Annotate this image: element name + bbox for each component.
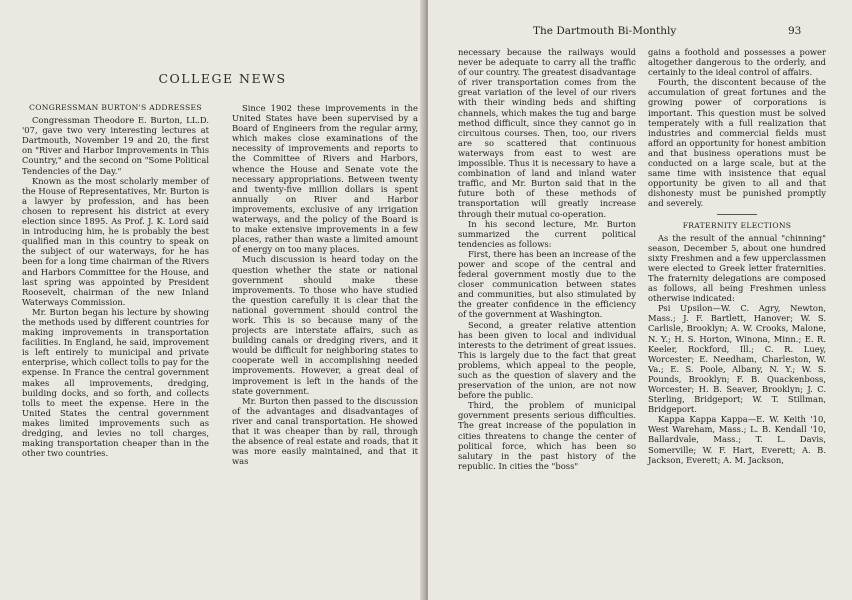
column-1 [22, 103, 209, 458]
page-number: 93 [788, 25, 802, 37]
paragraph: Since 1902 these improvements in the United States have been supervised by a Board of Engineers from the regular army, which makes close examinations of the necessity of improvements and reports to the Committee of Rivers and Harbors, whence the House and Senate vote the necessary appropriations. Between twenty and twenty-five million dollars is spent annually on River and Harbor improvements, exclusive of any irrigation waterways, and the policy of the Board is to make extensive improvements in a few places, rather than waste a limited amount of energy on too many places. [232, 103, 418, 255]
paragraph: Mr. Burton then passed to the discussion of the advantages and disadvantages of river and canal transportation. He showed that it was cheaper than by rail, through the absence of real estate and roads, that it was more easily maintained, and that it was [232, 395, 418, 467]
section-divider [717, 214, 757, 215]
paragraph: Much discussion is heard today on the question whether the state or national government should make these improvements. To those who have studied the question carefully it is clear that the national government should control the work. This is so because many of the projects are interstate affairs, such as building canals or dredging rivers, and it would be difficult for neighboring states to cooperate well in accomplishing needed improvements. However, a great deal of improvement is left in the hands of the state government. [232, 254, 418, 396]
section-heading-burton: CONGRESSMAN BURTON'S ADDRESSES [29, 103, 202, 112]
paragraph: First, there has been an increase of the power and scope of the central and federal government mostly due to the closer communication between states and communities, but also stimulated by the greater confidence in the efficiency of the government at Washington. [458, 248, 636, 320]
paragraph: gains a foothold and possesses a power altogether dangerous to the orderly, and certainly to the ideal control of affairs. [648, 47, 826, 78]
paragraph: necessary because the railways would never be adequate to carry all the traffic of our country. The greatest disadvantage of river transportation comes from the great variation of the level of our rivers with their winding beds and shifting channels, which makes the tug and barge method difficult, since they cannot go in circuitous courses. Then, too, our rivers are so scattered that continuous waterways from east to west are impossible. Thus it is necessary to have a combination of land and inland water traffic, and Mr. Burton said that in the future both of these methods of transportation will greatly increase through their mutual co-operation. [458, 47, 636, 219]
paragraph: Psi Upsilon—W. C. Agry, Newton, Mass.; J. F. Bartlett, Hanover; W. S. Carlisle, Brooklyn; A. W. Crooks, Malone, N. Y.; H. S. Horton, Winona, Minn.; E. R. Keeler, Rockford, Ill.; C. R. Luey, Worcester; E. Needham, Charleston, W. Va.; E. S. Poole, Albany, N. Y.; W. S. Pounds, Brooklyn; F. B. Quackenboss, Worcester; H. B. Seaver, Brooklyn; J. C. Sterling, Bridgeport; W. T. Stillman, Bridgeport. [648, 303, 826, 415]
column-2 [232, 103, 418, 466]
column-3 [458, 47, 636, 471]
running-header-title: The Dartmouth Bi-Monthly [533, 25, 677, 37]
paragraph: Second, a greater relative attention has been given to local and individual interests to the detriment of great issues. This is largely due to the fact that great problems, which appeal to the people, such as the question of slavery and the preservation of the union, are not now before the public. [458, 319, 636, 401]
paragraph: Kappa Kappa Kappa—E. W. Keith '10, West Wareham, Mass.; L. B. Kendall '10, Ballardvale, Mass.; T. L. Davis, Somerville; W. F. Hart, Everett; A. B. Jackson, Everett; A. M. Jackson, [648, 414, 826, 465]
paragraph: Mr. Burton began his lecture by showing the methods used by different countries for making improvements in transportation facilities. In England, he said, improvement is left entirely to municipal and private enterprise, which collect tolls to pay for the expense. In France the central government makes all improvements, dredging, building docks, and so forth, and collects tolls to meet the expense. Here in the United States the central government makes limited improvements such as dredging, and levies no toll charges, making transportation cheaper than in the other two countries. [22, 306, 209, 459]
page-heading: COLLEGE NEWS [158, 71, 287, 86]
paragraph: As the result of the annual "chinning" season, December 5, about one hundred sixty Freshmen and a few upperclassmen were elected to Greek letter fraternities. The fraternity delegations are composed as follows, all being Freshmen unless otherwise indicated: [648, 232, 826, 304]
paragraph: In his second lecture, Mr. Burton summarized the current political tendencies as follows: [458, 218, 636, 249]
paragraph: Congressman Theodore E. Burton, LL.D. '07, gave two very interesting lectures at Dartmouth, November 19 and 20, the first on "River and Harbor Improvements in This Country," and the second on "Some Political Tendencies of the Day." [22, 115, 209, 176]
left-page [0, 0, 424, 600]
section-heading-fraternity: FRATERNITY ELECTIONS [682, 220, 792, 230]
paragraph: Fourth, the discontent because of the accumulation of great fortunes and the growing power of corporations is important. This question must be solved temperately with a full realization that industries and commercial fields must afford an opportunity for honest ambition and that business operations must be conducted on a large scale, but at the same time with insistence that equal opportunity be given to all and that dishonesty must be punished promptly and severely. [648, 77, 826, 209]
column-4 [648, 47, 826, 465]
paragraph: Known as the most scholarly member of the House of Representatives, Mr. Burton is a lawyer by profession, and has been chosen to represent his district at every election since 1895. As Prof. J. K. Lord said in introducing him, he is probably the best qualified man in this country to speak on the subject of our waterways, for he has been for a long time chairman of the Rivers and Harbors Committee for the House, and last spring was appointed by President Roosevelt, chairman of the new Inland Waterways Commission. [22, 175, 209, 307]
paragraph: Third, the problem of municipal government presents serious difficulties. The great increase of the population in cities threatens to change the center of political force, which has been so salutary in the past history of the republic. In cities the "boss" [458, 400, 636, 471]
